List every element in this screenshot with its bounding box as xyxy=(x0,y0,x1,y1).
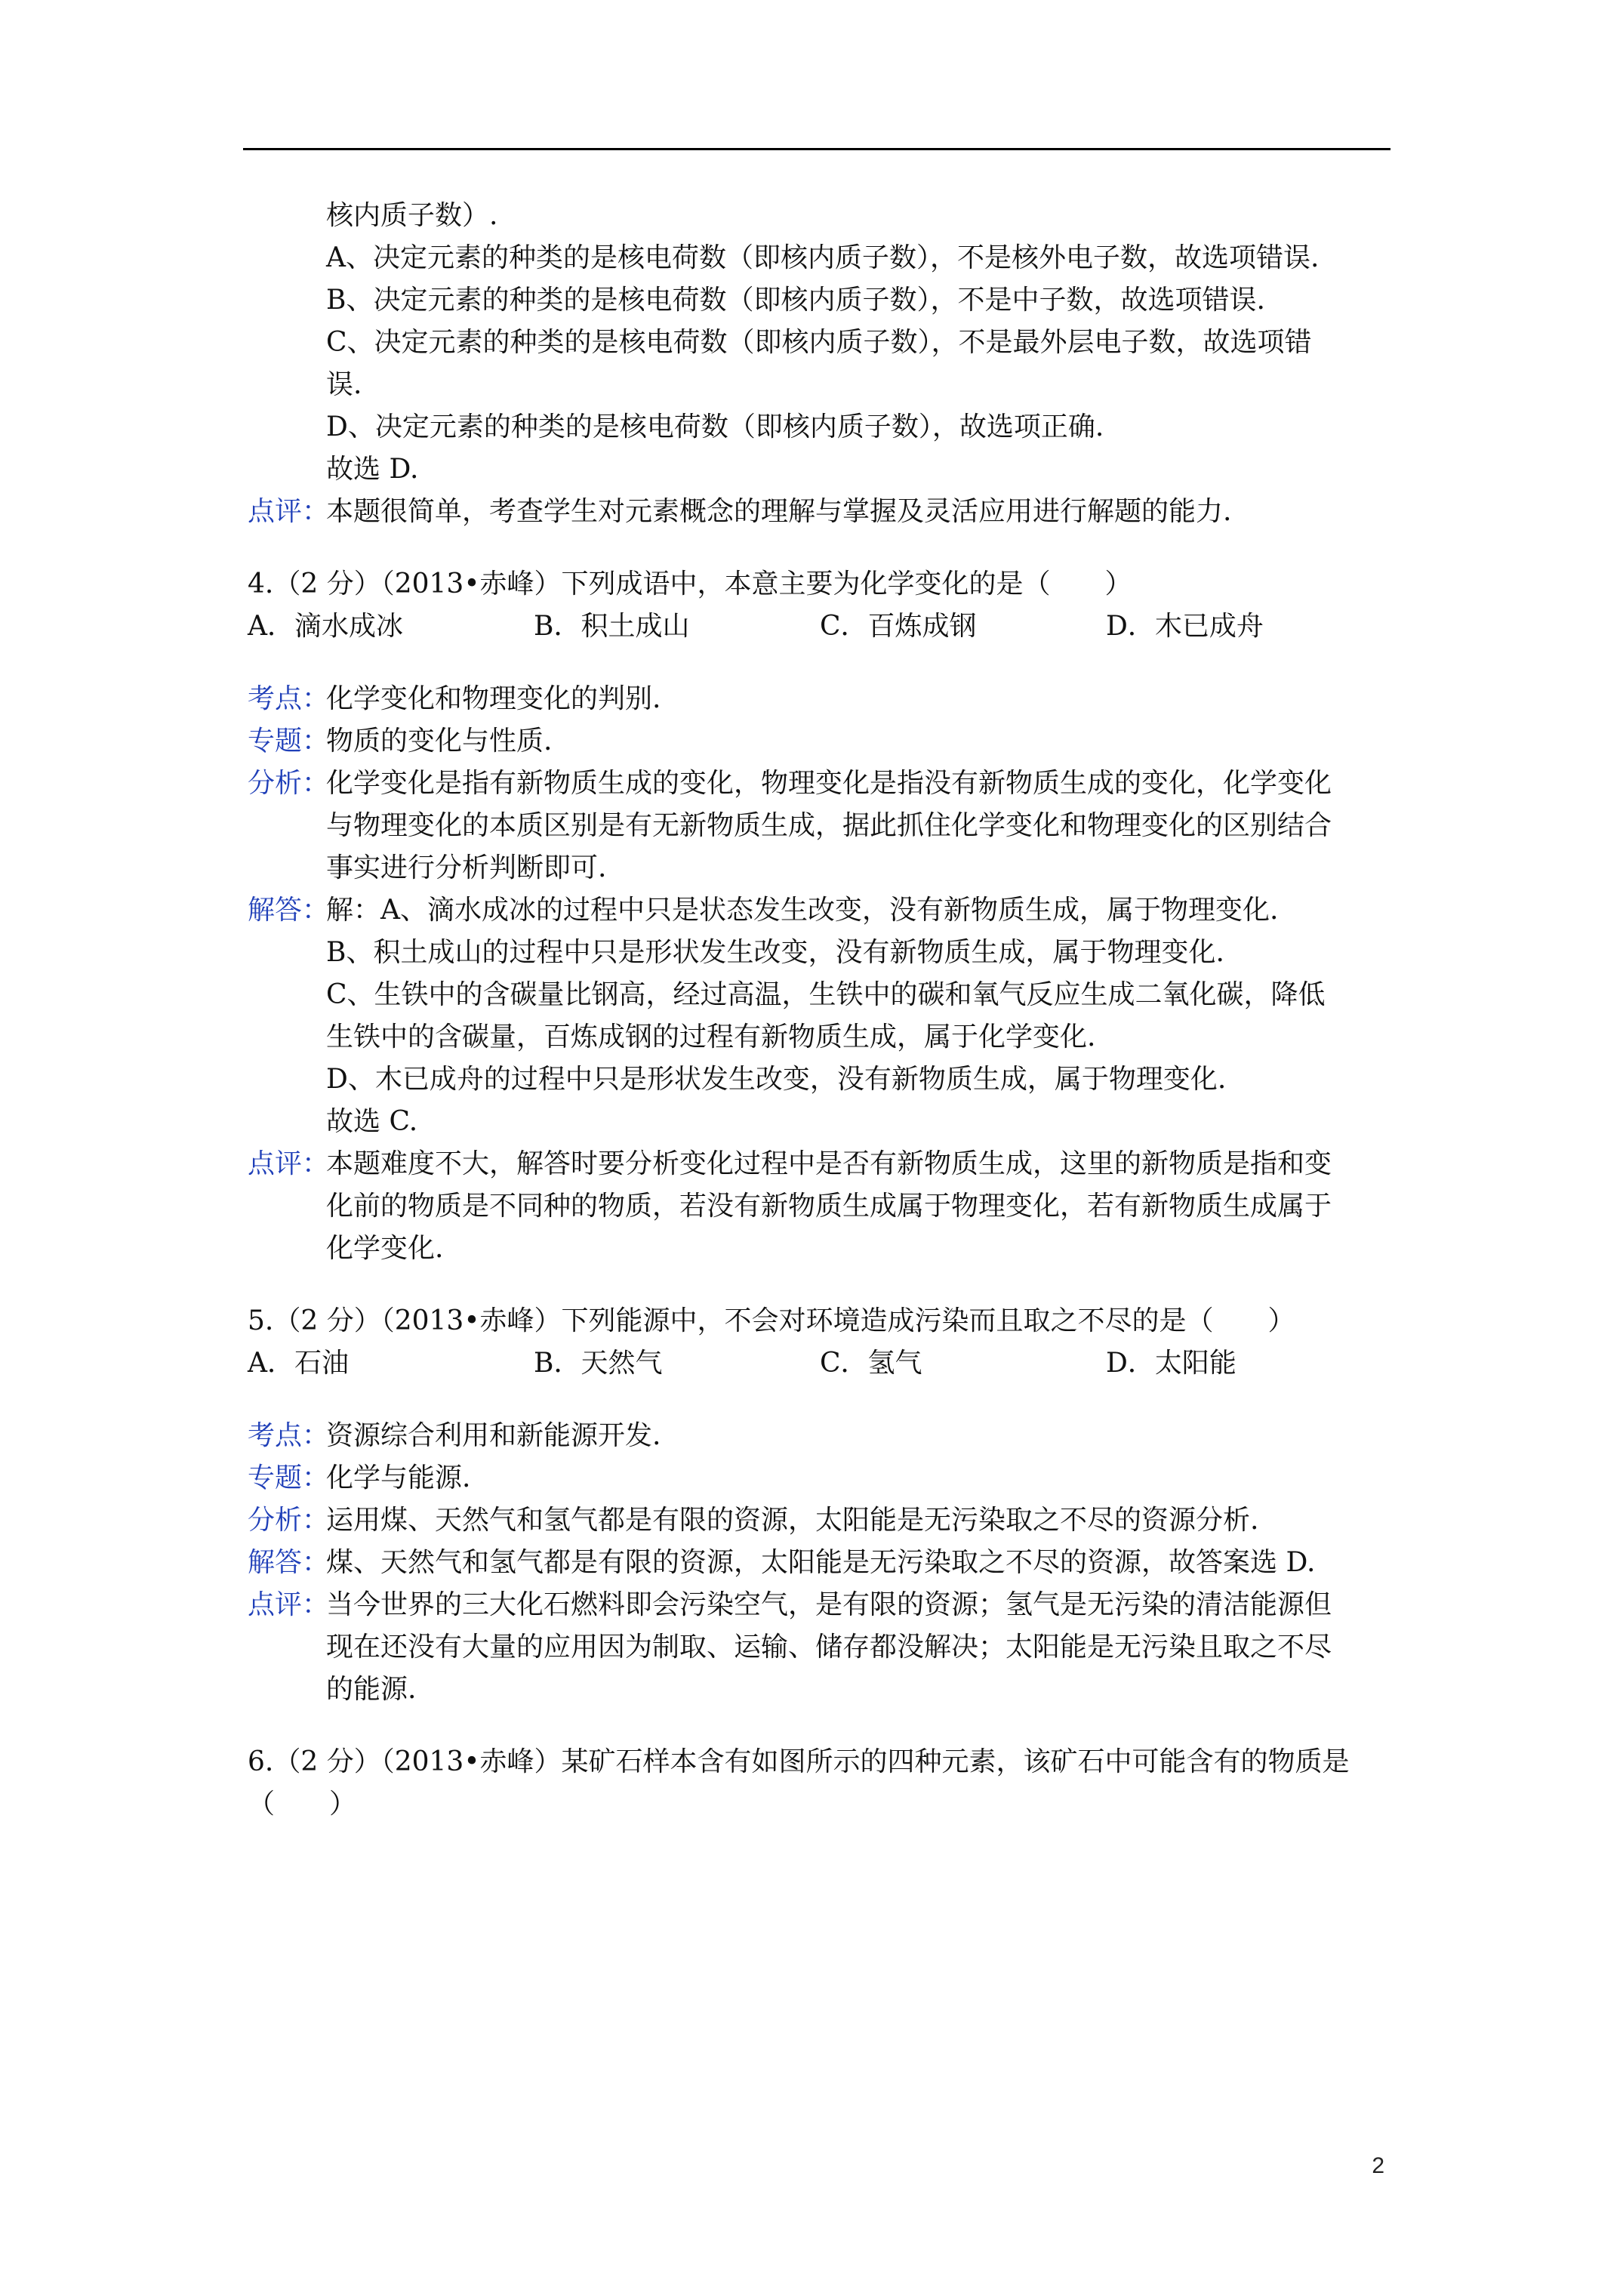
q4-jieda-line-5: D、木已成舟的过程中只是形状发生改变，没有新物质生成，属于物理变化. xyxy=(326,1064,1227,1095)
q3-line-6: D、决定元素的种类的是核电荷数（即核内质子数），故选项正确. xyxy=(326,411,1104,442)
q4-kaodian xyxy=(248,678,1392,720)
q6-stem-line-1: 6.（2 分）（2013•赤峰）某矿石样本含有如图所示的四种元素，该矿石中可能含有的物质是 xyxy=(248,1746,1350,1777)
dianping-label: 点评： xyxy=(248,1589,330,1620)
q5-fenxi xyxy=(248,1499,1392,1542)
q4-dianping-line-2: 化前的物质是不同种的物质，若没有新物质生成属于物理变化，若有新物质生成属于 xyxy=(326,1191,1332,1222)
q4-dianping xyxy=(248,1143,1392,1270)
q4-fenxi xyxy=(248,763,1392,889)
page-number: 2 xyxy=(1372,2153,1384,2178)
zhuanti-label: 专题： xyxy=(248,1462,330,1493)
q5-dianping xyxy=(248,1584,1392,1711)
q4-dianping-line-1: 本题难度不大，解答时要分析变化过程中是否有新物质生成，这里的新物质是指和变 xyxy=(326,1148,1332,1179)
q4-fenxi-line-2: 与物理变化的本质区别是有无新物质生成，据此抓住化学变化和物理变化的区别结合 xyxy=(326,810,1332,841)
dianping-label: 点评： xyxy=(248,1148,330,1179)
q4-option-c: C．百炼成钢 xyxy=(820,611,977,642)
question-4 xyxy=(248,563,1392,1270)
q4-jieda-line-2: B、积土成山的过程中只是形状发生改变，没有新物质生成，属于物理变化. xyxy=(326,937,1224,968)
q5-option-c: C．氢气 xyxy=(820,1348,922,1379)
q4-option-a: A．滴水成冰 xyxy=(248,611,403,642)
q3-line-2: A、决定元素的种类的是核电荷数（即核内质子数），不是核外电子数，故选项错误. xyxy=(326,242,1320,273)
fenxi-label: 分析： xyxy=(248,1505,330,1536)
question-6 xyxy=(248,1741,1392,1826)
zhuanti-label: 专题： xyxy=(248,726,330,757)
q4-jieda-line-3: C、生铁中的含碳量比钢高，经过高温，生铁中的碳和氧气反应生成二氧化碳，降低 xyxy=(326,979,1326,1010)
q5-option-d: D．太阳能 xyxy=(1106,1348,1236,1379)
q4-jieda xyxy=(248,889,1392,1143)
header-rule xyxy=(243,148,1390,150)
jieda-label: 解答： xyxy=(248,1547,330,1578)
q3-comment-text: 本题很简单，考查学生对元素概念的理解与掌握及灵活应用进行解题的能力. xyxy=(326,496,1232,527)
q4-dianping-line-3: 化学变化. xyxy=(326,1233,444,1264)
q4-options xyxy=(248,606,1392,648)
q3-line-5: 误. xyxy=(326,369,362,400)
kaodian-label: 考点： xyxy=(248,1420,330,1451)
q5-stem: 5.（2 分）（2013•赤峰）下列能源中，不会对环境造成污染而且取之不尽的是（ ） xyxy=(248,1305,1295,1336)
q4-zhuanti xyxy=(248,720,1392,763)
q5-fenxi-text: 运用煤、天然气和氢气都是有限的资源，太阳能是无污染取之不尽的资源分析. xyxy=(326,1505,1259,1536)
q3-continuation xyxy=(248,195,1392,533)
q5-option-b: B．天然气 xyxy=(534,1348,663,1379)
question-5 xyxy=(248,1300,1392,1711)
page-content xyxy=(248,195,1392,1826)
q4-option-b: B．积土成山 xyxy=(534,611,690,642)
q5-kaodian-text: 资源综合利用和新能源开发. xyxy=(326,1420,661,1451)
q6-stem-line-2: （ ） xyxy=(248,1789,357,1820)
q5-dianping-line-2: 现在还没有大量的应用因为制取、运输、储存都没解决；太阳能是无污染且取之不尽 xyxy=(326,1632,1332,1663)
q4-jieda-line-6: 故选 C. xyxy=(326,1106,418,1137)
comment-label: 点评： xyxy=(248,496,330,527)
q5-dianping-line-1: 当今世界的三大化石燃料即会污染空气，是有限的资源；氢气是无污染的清洁能源但 xyxy=(326,1589,1332,1620)
q5-jieda-text: 煤、天然气和氢气都是有限的资源，太阳能是无污染取之不尽的资源，故答案选 D. xyxy=(326,1547,1316,1578)
q5-option-a: A．石油 xyxy=(248,1348,349,1379)
q5-options xyxy=(248,1342,1392,1385)
kaodian-label: 考点： xyxy=(248,683,330,714)
q5-dianping-line-3: 的能源. xyxy=(326,1674,417,1705)
q4-zhuanti-text: 物质的变化与性质. xyxy=(326,726,553,757)
q4-fenxi-line-3: 事实进行分析判断即可. xyxy=(326,852,607,883)
jieda-label: 解答： xyxy=(248,895,330,926)
q3-comment xyxy=(248,491,1392,533)
q3-line-3: B、决定元素的种类的是核电荷数（即核内质子数），不是中子数，故选项错误. xyxy=(326,285,1265,316)
fenxi-label: 分析： xyxy=(248,768,330,799)
q5-kaodian xyxy=(248,1415,1392,1457)
q5-jieda xyxy=(248,1542,1392,1584)
q4-fenxi-line-1: 化学变化是指有新物质生成的变化，物理变化是指没有新物质生成的变化，化学变化 xyxy=(326,768,1332,799)
q3-line-1: 核内质子数）. xyxy=(326,200,498,231)
q4-jieda-line-1: 解：A、滴水成冰的过程中只是状态发生改变，没有新物质生成，属于物理变化. xyxy=(326,895,1279,926)
q5-zhuanti xyxy=(248,1457,1392,1499)
q4-stem: 4.（2 分）（2013•赤峰）下列成语中，本意主要为化学变化的是（ ） xyxy=(248,569,1132,599)
q3-line-4: C、决定元素的种类的是核电荷数（即核内质子数），不是最外层电子数，故选项错 xyxy=(326,327,1312,358)
q5-zhuanti-text: 化学与能源. xyxy=(326,1462,471,1493)
q4-kaodian-text: 化学变化和物理变化的判别. xyxy=(326,683,661,714)
q3-line-7: 故选 D. xyxy=(326,454,419,485)
q4-jieda-line-4: 生铁中的含碳量，百炼成钢的过程有新物质生成，属于化学变化. xyxy=(326,1022,1096,1052)
q4-option-d: D．木已成舟 xyxy=(1106,611,1264,642)
